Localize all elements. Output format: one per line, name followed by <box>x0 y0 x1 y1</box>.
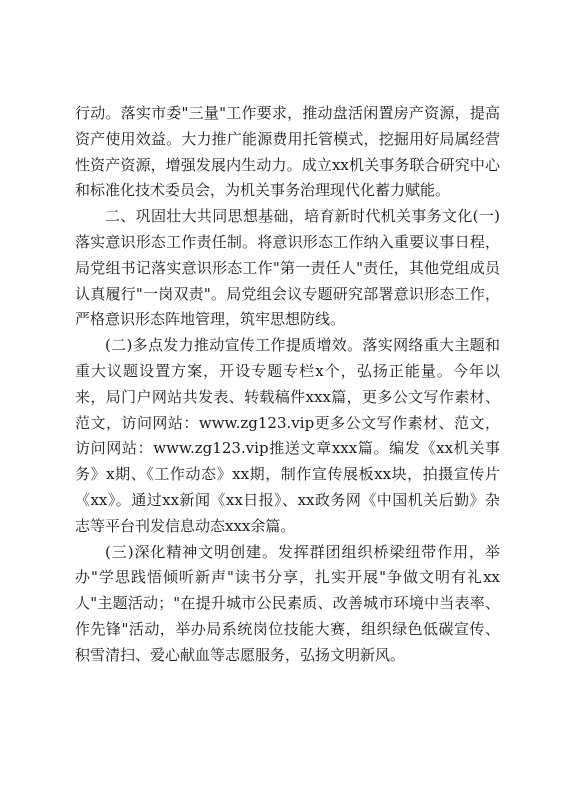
paragraph-spiritual-civilization: (三)深化精神文明创建。发挥群团组织桥梁纽带作用，举办"学思践悟倾听新声"读书分享，扎实开展"争做文明有礼xx人"主题活动；"在提升城市公民素质、改善城市环境中当表率、作先锋"活动，举办局系统岗位技能大赛，组织绿色低碳宣传、积雪清扫、爱心献血等志愿服务，弘扬文明新风。 <box>75 542 500 664</box>
document-body <box>75 101 500 669</box>
paragraph-publicity-work: (二)多点发力推动宣传工作提质增效。落实网络重大主题和重大议题设置方案，开设专题专栏x个，弘扬正能量。今年以来，局门户网站共发表、转载稿件xxx篇，更多公文写作素材、范文，访问网站：www.zg123.vip更多公文写作素材、范文，访问网站：www.zg123.vip推送文章xxx篇。编发《xx机关事务》x期、《工作动态》xx期，制作宣传展板xx块，拍摄宣传片《xx》。通过xx新闻《xx日报》、xx政务网《中国机关后勤》杂志等平台刊发信息动态xxx余篇。 <box>75 336 500 535</box>
paragraph-section-two: 二、巩固壮大共同思想基础，培育新时代机关事务文化(一)落实意识形态工作责任制。将意识形态工作纳入重要议事日程，局党组书记落实意识形态工作"第一责任人"责任，其他党组成员认真履行"一岗双责"。局党组会议专题研究部署意识形态工作，严格意识形态阵地管理，筑牢思想防线。 <box>75 207 500 329</box>
paragraph-continuation: 行动。落实市委"三量"工作要求，推动盘活闲置房产资源，提高资产使用效益。大力推广能源费用托管模式，挖掘用好局属经营性资产资源，增强发展内生动力。成立xx机关事务联合研究中心和标准化技术委员会，为机关事务治理现代化蓄力赋能。 <box>75 104 500 200</box>
